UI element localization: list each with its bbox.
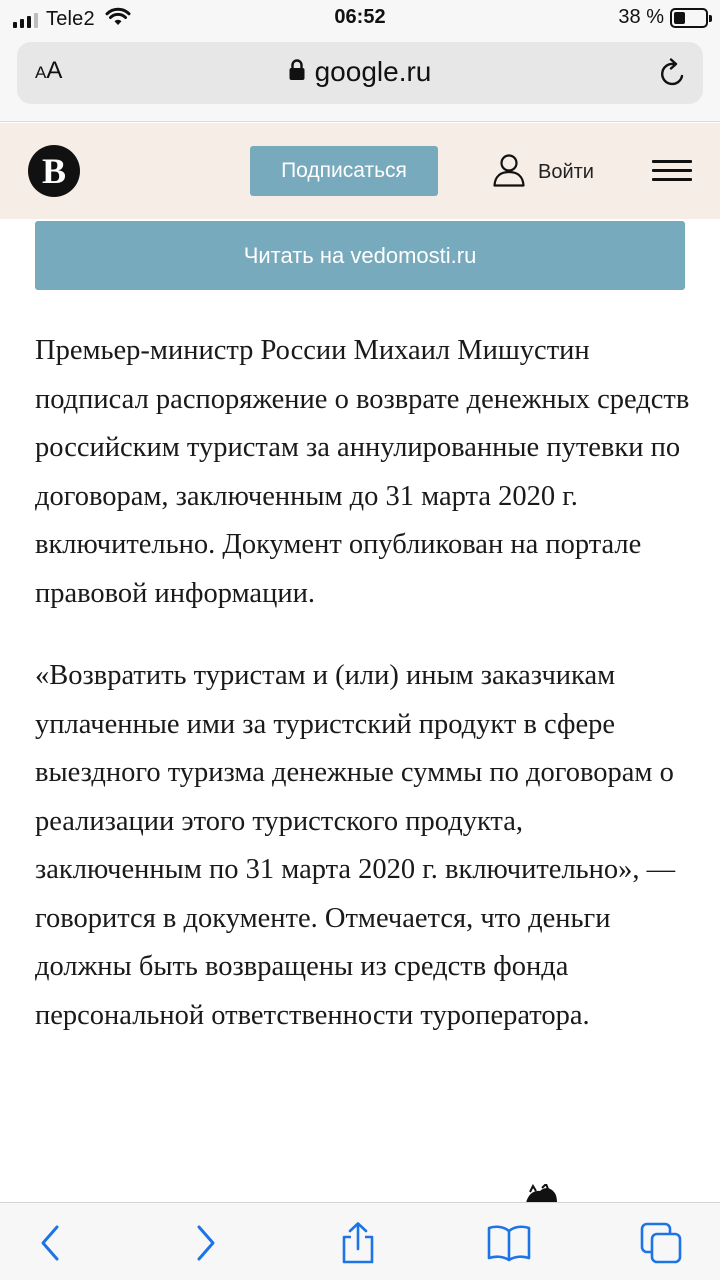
share-icon[interactable] [336,1221,380,1265]
lock-icon [289,59,305,86]
url-text: google.ru [314,56,432,87]
browser-address-area [0,36,720,122]
clock: 06:52 [334,6,386,28]
battery-percent: 38 % [618,6,664,28]
back-icon[interactable] [28,1221,72,1265]
reload-icon[interactable] [659,58,687,93]
article-body [35,327,690,1074]
url-display[interactable] [17,56,703,88]
browser-toolbar [0,1202,720,1280]
hamburger-menu-icon[interactable] [652,160,692,184]
login-label: Войти [538,161,594,183]
text-size-button[interactable]: AA [35,57,63,84]
status-bar [0,0,720,36]
site-header [0,123,720,219]
tabs-icon[interactable] [639,1221,683,1265]
article-paragraph: Премьер-министр России Михаил Мишустин подписал распоряжение о возврате денежных средств российским туристам за аннулированные путевки по договорам, заключенным до 31 марта 2020 г. включительно. Документ опубликован на портале правовой информации. [35,335,690,609]
carrier-name: Tele2 [46,8,95,30]
user-icon [492,153,526,192]
read-on-site-button[interactable]: Читать на vedomosti.ru [35,221,685,290]
battery-level-fill [674,12,685,24]
status-right [618,6,708,29]
login-link[interactable] [492,153,594,192]
article-paragraph: «Возвратить туристам и (или) иным заказчикам уплаченные ими за туристский продукт в сфере выездного туризма денежные суммы по договорам о реализации этого туристского продукта, заключенным по 31 марта 2020 г. включительно», — говорится в документе. Отмечается, что деньги должны быть возвращены из средств фонда персональной ответственности туроператора. [35,660,676,1031]
vedomosti-logo[interactable]: B [28,145,80,197]
forward-icon[interactable] [184,1221,228,1265]
address-bar[interactable] [17,42,703,104]
subscribe-button[interactable]: Подписаться [250,146,438,196]
bookmarks-icon[interactable] [487,1221,531,1265]
battery-icon [670,8,708,28]
